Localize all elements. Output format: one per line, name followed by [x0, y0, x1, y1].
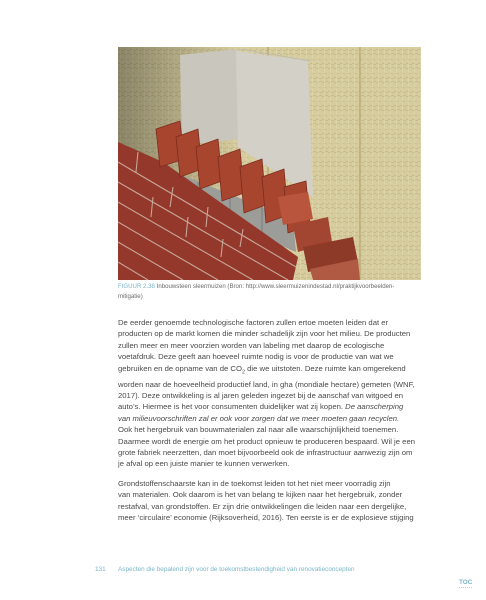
figure-caption-text: Inbouwsteen sleermuizen (Bron: http://www.sleermuizenindestad.nl/praktijkvoorbeelden-	[156, 283, 395, 290]
text-line: producten op de markt komen die minder schadelijk zijn voor het milieu. De producten	[118, 329, 411, 339]
body-paragraph-2	[118, 478, 424, 524]
text-line: zullen meer en meer voorzien worden van labeling met daarop de ecologische	[118, 340, 385, 350]
running-title: Aspecten die bepalend zijn voor de toekomstbestendigheid van renovatieconcepten	[118, 566, 355, 573]
co2-subscript: 2	[241, 369, 246, 376]
body-paragraph-1	[118, 317, 424, 470]
text-line-italic-mix	[118, 401, 424, 412]
co2-end: die we uitstoten. Deze ruimte kan omgerekend	[245, 363, 406, 373]
figure-caption	[118, 282, 423, 301]
figure-caption-text-2: mitigatie)	[118, 292, 143, 300]
text-line: De eerder genoemde technologische factoren zullen ertoe moeten leiden dat er	[118, 318, 389, 327]
text-line: van materialen. Ook daarom is het van belang te kijken naar het hergebruik, zonder	[118, 490, 403, 500]
text-line: Ook het hergebruik van bouwmaterialen zal naar alle waarschijnlijkheid toenemen.	[118, 425, 399, 435]
text-line: worden naar de hoeveelheid productief land, in gha (mondiale hectare) gemeten (WNF,	[118, 379, 415, 389]
text-line: voetafdruk. Deze geeft aan hoeveel ruimte nodig is voor de productie van wat we	[118, 352, 394, 362]
co2-start: gebruiken en de opname van de CO	[118, 363, 242, 373]
text-segment: auto’s. Hiermee is het voor consumenten duidelijker wat zij kopen.	[118, 402, 344, 412]
text-line: meer ‘circulaire’ economie (Rijksoverheid, 2016). Ten eerste is er de explosieve stijging	[118, 513, 414, 523]
text-line: Daarmee wordt de energie om het product opnieuw te produceren bespaard. Wil je een	[118, 436, 415, 446]
figure-photo	[118, 47, 421, 280]
text-line: Grondstoffenschaarste kan in de toekomst leiden tot het niet meer voorradig zijn	[118, 479, 391, 488]
italic-segment: De aanscherping	[343, 402, 404, 412]
concrete-block-left	[180, 49, 240, 145]
text-line: grote fabriek neerzetten, dan moet bijvoorbeeld ook de infrastructuur aanwezig zijn om	[118, 448, 413, 457]
text-line-italic: van milieuvoorschriften zal er ook voor zorgen dat we meer moeten gaan recyclen.	[118, 413, 400, 423]
toc-link[interactable]: TOC	[459, 579, 473, 586]
text-line: restafval, van grondstoffen. Er zijn drie ontwikkelingen die leiden naar een dergelijke,	[118, 501, 407, 511]
text-line-co2	[118, 363, 424, 379]
page-number: 131	[95, 566, 106, 573]
text-line: 2017). Deze ontwikkeling is al jaren geleden ingezet bij de aanschaf van witgoed en	[118, 390, 404, 400]
bat-brick-photo	[118, 47, 421, 280]
text-line: je afval op een juiste manier te kunnen verwerken.	[118, 459, 290, 469]
figure-label: FIGUUR 2.38	[118, 283, 155, 290]
